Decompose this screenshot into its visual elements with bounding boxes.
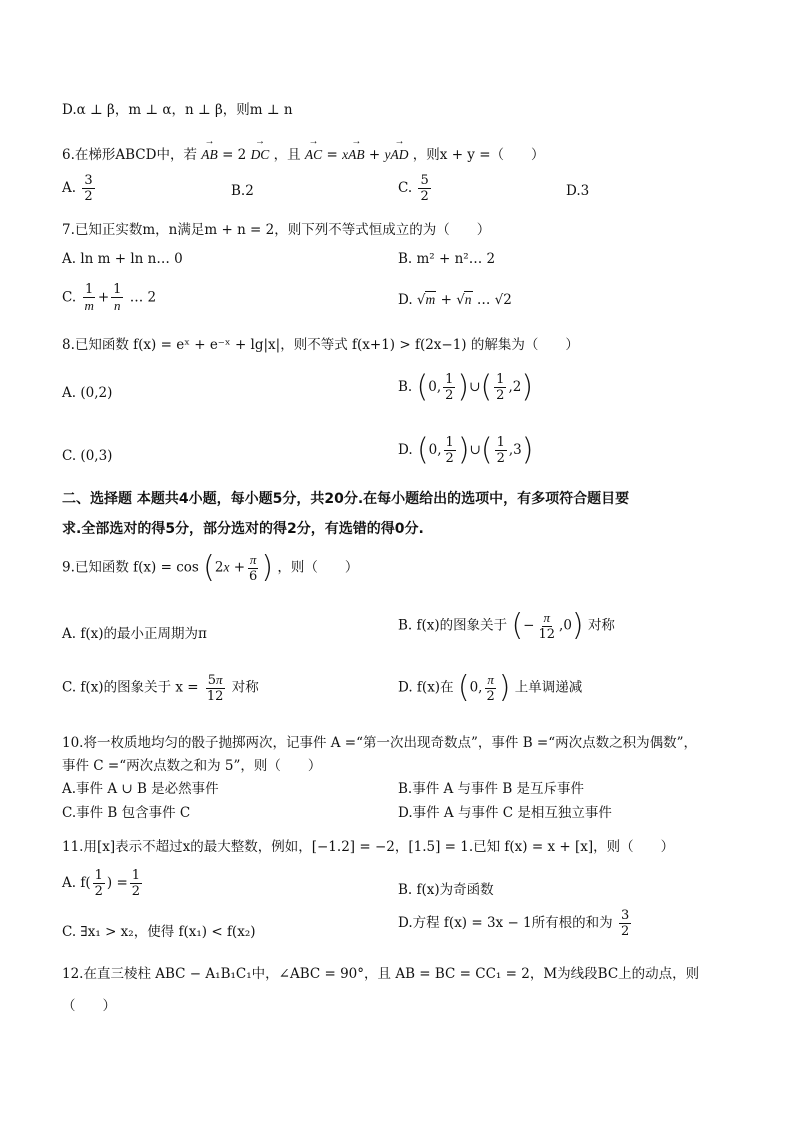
section-2-line-1: 二、选择题 本题共4小题，每小题5分，共20分.在每小题给出的选项中，有多项符合题目要 xyxy=(62,491,630,507)
q7-stem: 7.已知正实数m，n满足m + n = 2，则下列不等式恒成立的为（ ） xyxy=(62,222,491,238)
q6-stem-mid: = 2 xyxy=(222,147,247,163)
q9-stem-prefix: 9.已知函数 f(x) = cos xyxy=(62,559,199,576)
numerator: 5 xyxy=(420,173,429,188)
q6-plus: + y xyxy=(368,147,391,163)
vector-ac: → AC xyxy=(305,147,322,163)
q5-option-d: D.α ⊥ β，m ⊥ α，n ⊥ β，则m ⊥ n xyxy=(62,102,293,118)
q6-stem-mid2: ，且 xyxy=(273,147,301,163)
q9-option-c xyxy=(62,672,259,704)
fraction: $\frac{1}{2}$ xyxy=(445,372,454,403)
fraction: $\frac{5\pi}{12}$ xyxy=(206,672,224,704)
q9-option-d-suffix: 上单调递减 xyxy=(514,679,583,696)
q6-stem-suffix: ，则x + y =（ ） xyxy=(412,147,545,163)
fraction: $\frac{1}{2}$ xyxy=(94,868,103,899)
q9-stem: 9.已知函数 f(x) = cos (2x + $\frac{\pi}{6}$ ) ，则（ ） xyxy=(62,550,359,585)
q9-option-b-prefix: B. f(x)的图象关于 xyxy=(398,617,508,634)
vector-ab: → AB xyxy=(201,147,218,163)
q7-option-a: A. ln m + ln n… 0 xyxy=(62,251,183,267)
q7-option-c: C. $\frac{1}{m}$ + $\frac{1}{n}$ … 2 xyxy=(62,282,157,313)
q11-stem: 11.用[x]表示不超过x的最大整数，例如，[−1.2] = −2，[1.5] = 1.已知 f(x) = x + [x]，则（ ） xyxy=(62,839,675,855)
fraction: $\frac{1}{2}$ xyxy=(445,435,454,466)
denominator: m xyxy=(84,298,94,313)
q6-option-a-label: A. xyxy=(62,180,77,196)
q9-stem-suffix: ，则（ ） xyxy=(277,559,359,576)
fraction xyxy=(111,282,123,314)
q9-option-c-prefix: C. f(x)的图象关于 x = xyxy=(62,679,199,696)
fraction: $\frac{\pi}{12}$ xyxy=(538,610,556,642)
fraction: $\frac{\pi}{6}$ xyxy=(249,552,258,584)
q11-option-d-prefix: D.方程 f(x) = 3x − 1所有根的和为 xyxy=(398,915,613,931)
q8-option-b-label: B. xyxy=(398,379,413,395)
q10-option-b: B.事件 A 与事件 B 是互斥事件 xyxy=(398,781,585,797)
q8-option-d-label: D. xyxy=(398,442,413,458)
q7-option-b: B. m² + n²… 2 xyxy=(398,251,496,267)
denominator: 2 xyxy=(84,189,93,204)
vector-ab-2: → AB xyxy=(348,147,365,163)
q8-option-a: A. (0,2) xyxy=(62,385,113,401)
q11-option-d xyxy=(398,908,633,939)
q6-option-c-label: C. xyxy=(398,180,413,196)
q9-option-a: A. f(x)的最小正周期为π xyxy=(62,626,207,642)
q11-option-b: B. f(x)为奇函数 xyxy=(398,882,494,898)
section-2-heading xyxy=(62,484,742,544)
q8-option-b: B. (0, $\frac{1}{2}$ )∪( $\frac{1}{2}$ ,2) xyxy=(398,369,534,405)
q7-option-c-label: C. xyxy=(62,289,77,306)
numerator: 3 xyxy=(84,173,93,188)
vector-dc: → DC xyxy=(251,147,270,163)
fraction: $\frac{\pi}{2}$ xyxy=(486,672,495,704)
q10-stem-line-2: 事件 C =“两次点数之和为 5”，则（ ） xyxy=(62,758,322,774)
q6-option-c xyxy=(398,173,433,204)
q11-option-a-mid: ) = xyxy=(106,875,128,891)
q10-stem-line-1: 10.将一枚质地均匀的骰子抛掷两次，记事件 A =“第一次出现奇数点”，事件 B =“两次点数之积为偶数”， xyxy=(62,735,698,751)
section-2-line-2: 求.全部选对的得5分，部分选对的得2分，有选错的得0分. xyxy=(62,521,424,537)
q11-option-a xyxy=(62,868,144,899)
q8-option-c: C. (0,3) xyxy=(62,448,113,464)
fraction: $\frac{1}{2}$ xyxy=(496,372,505,403)
fraction xyxy=(418,173,430,204)
q6-stem xyxy=(62,143,545,163)
q10-option-c: C.事件 B 包含事件 C xyxy=(62,805,191,821)
q9-option-b-suffix: 对称 xyxy=(587,617,615,634)
q11-option-c: C. ∃x₁ > x₂，使得 f(x₁) < f(x₂) xyxy=(62,924,256,940)
q6-eq: = x xyxy=(326,147,349,163)
q8-stem: 8.已知函数 f(x) = eˣ + e⁻ˣ + lg|x|，则不等式 f(x+1) > f(2x−1) 的解集为（ ） xyxy=(62,337,579,353)
denominator: n xyxy=(114,298,121,313)
q8-option-d: D. (0, $\frac{1}{2}$ )∪( $\frac{1}{2}$ ,3) xyxy=(398,432,534,468)
fraction xyxy=(82,282,95,314)
q9-option-b: B. f(x)的图象关于 (− $\frac{\pi}{12}$ ,0) 对称 xyxy=(398,608,615,643)
fraction xyxy=(82,173,94,204)
q6-stem-prefix: 6.在梯形ABCD中，若 xyxy=(62,147,197,163)
vector-ad: → AD xyxy=(391,147,409,163)
denominator: 2 xyxy=(420,189,429,204)
q7-option-c-tail: … 2 xyxy=(129,289,157,306)
q7-option-d: D. √m + √n … √2 xyxy=(398,292,512,308)
q12-stem-line-2: （ ） xyxy=(62,998,116,1014)
q6-option-b: B.2 xyxy=(231,183,254,199)
numerator: 1 xyxy=(113,282,122,297)
numerator: 1 xyxy=(84,282,94,297)
q7-option-d-label: D. xyxy=(398,292,413,308)
q9-option-c-suffix: 对称 xyxy=(231,679,259,696)
q10-option-d: D.事件 A 与事件 C 是相互独立事件 xyxy=(398,805,612,821)
q11-option-a-prefix: A. f( xyxy=(62,875,91,891)
q9-option-d: D. f(x)在 (0, $\frac{\pi}{2}$ ) 上单调递减 xyxy=(398,670,583,705)
fraction: $\frac{1}{2}$ xyxy=(496,435,505,466)
q6-option-a xyxy=(62,173,97,204)
q6-option-d: D.3 xyxy=(566,183,590,199)
q9-option-d-prefix: D. f(x)在 xyxy=(398,679,454,696)
q12-stem-line-1: 12.在直三棱柱 ABC − A₁B₁C₁中，∠ABC = 90°，且 AB = BC = CC₁ = 2，M为线段BC上的动点，则 xyxy=(62,966,700,982)
fraction: $\frac{1}{2}$ xyxy=(131,868,141,899)
q7-option-d-tail: … √2 xyxy=(476,292,512,308)
fraction: $\frac{3}{2}$ xyxy=(620,908,630,939)
q10-option-a: A.事件 A ∪ B 是必然事件 xyxy=(62,781,219,797)
